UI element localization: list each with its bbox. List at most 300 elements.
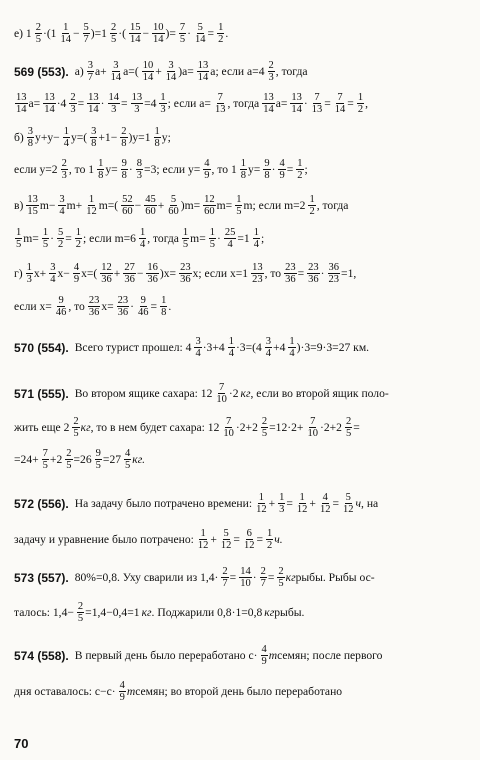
fraction bbox=[262, 92, 275, 115]
fraction-denominator: 36 bbox=[101, 274, 112, 286]
text-run: +4 bbox=[273, 340, 286, 354]
text-run: , тогда bbox=[275, 64, 308, 78]
fraction-denominator: 5 bbox=[125, 460, 131, 472]
fraction-numerator: 13 bbox=[291, 92, 302, 103]
fraction-numerator: 3 bbox=[168, 60, 174, 71]
fraction bbox=[334, 92, 347, 115]
text-run: в) bbox=[14, 198, 24, 212]
text-run: семян; после первого bbox=[277, 648, 383, 662]
text-run: )·3=9·3=27 км. bbox=[296, 340, 370, 354]
fraction-denominator: 7 bbox=[260, 578, 266, 590]
fraction-numerator: 2 bbox=[73, 416, 79, 427]
fraction-denominator: 15 bbox=[27, 206, 38, 218]
fraction-denominator: 3 bbox=[160, 104, 166, 116]
fraction-denominator: 4 bbox=[50, 274, 56, 286]
text-run: , тогда bbox=[147, 231, 179, 245]
fraction-numerator: 7 bbox=[42, 448, 48, 459]
fraction-numerator: 1 bbox=[160, 92, 166, 103]
fraction-numerator: 7 bbox=[314, 92, 320, 103]
text-run: )= bbox=[165, 26, 176, 40]
fraction bbox=[266, 528, 273, 551]
unit-text: кг bbox=[264, 605, 275, 619]
text-run: )a= bbox=[178, 64, 194, 78]
fraction bbox=[342, 492, 355, 515]
fraction bbox=[209, 227, 216, 250]
fraction-numerator: 9 bbox=[264, 158, 270, 169]
fraction bbox=[75, 227, 82, 250]
fraction-numerator: 3 bbox=[113, 60, 119, 71]
fraction-numerator: 9 bbox=[58, 295, 64, 306]
fraction-numerator: 5 bbox=[170, 194, 177, 205]
fraction-numerator: 1 bbox=[200, 528, 206, 539]
fraction-denominator: 5 bbox=[261, 428, 268, 440]
fraction bbox=[123, 262, 136, 285]
fraction-denominator: 10 bbox=[223, 428, 234, 440]
fraction-denominator: 13 bbox=[214, 104, 226, 116]
fraction-numerator: 1 bbox=[297, 158, 303, 169]
fraction bbox=[110, 22, 117, 45]
text-run: если y=2 bbox=[14, 162, 58, 176]
fraction-denominator: 12 bbox=[343, 504, 354, 516]
fraction-denominator: 4 bbox=[289, 348, 295, 360]
fraction bbox=[152, 22, 165, 45]
fraction-denominator: 8 bbox=[264, 170, 270, 182]
fraction-denominator: 13 bbox=[311, 104, 323, 116]
fraction bbox=[49, 262, 56, 285]
text-run: + bbox=[113, 266, 121, 280]
fraction bbox=[307, 262, 320, 285]
fraction bbox=[100, 262, 113, 285]
page-number: 70 bbox=[14, 736, 29, 751]
fraction-denominator: 36 bbox=[308, 274, 319, 286]
solution-line bbox=[14, 492, 466, 515]
fraction-denominator: 9 bbox=[261, 656, 267, 668]
fraction-denominator: 8 bbox=[240, 170, 246, 182]
text-run: = bbox=[353, 420, 360, 434]
fraction-numerator: 4 bbox=[119, 680, 125, 691]
fraction-numerator: 13 bbox=[197, 60, 209, 71]
text-run: a+ bbox=[94, 64, 107, 78]
text-run: , то bbox=[68, 299, 85, 313]
fraction bbox=[179, 262, 192, 285]
fraction-numerator: 1 bbox=[182, 227, 189, 238]
fraction-numerator: 1 bbox=[299, 492, 305, 503]
text-run: ·3+4 bbox=[202, 340, 225, 354]
fraction-numerator: 1 bbox=[289, 336, 295, 347]
fraction-denominator: 60 bbox=[122, 206, 133, 218]
fraction-numerator: 2 bbox=[345, 416, 352, 427]
text-run: ; если m=6 bbox=[82, 231, 136, 245]
fraction bbox=[83, 22, 90, 45]
fraction bbox=[217, 22, 224, 45]
text-run: = bbox=[77, 96, 85, 110]
problem-number: 570 (554). bbox=[14, 340, 69, 355]
text-run: + bbox=[155, 64, 162, 78]
fraction-numerator: 25 bbox=[224, 227, 236, 238]
fraction bbox=[268, 60, 275, 83]
fraction-denominator: 3 bbox=[268, 72, 274, 84]
text-run: = bbox=[233, 532, 240, 546]
solution-line bbox=[14, 336, 466, 359]
fraction bbox=[65, 448, 72, 471]
fraction-numerator: 2 bbox=[35, 22, 41, 33]
fraction-numerator: 3 bbox=[195, 336, 201, 347]
fraction-numerator: 2 bbox=[77, 601, 84, 612]
text-run: +1− bbox=[98, 130, 118, 144]
text-run: , bbox=[365, 96, 368, 110]
text-run: если x= bbox=[14, 299, 52, 313]
fraction-numerator: 23 bbox=[285, 262, 296, 273]
text-run: a= bbox=[28, 96, 41, 110]
fraction-numerator: 1 bbox=[258, 492, 264, 503]
text-run: 80%=0,8. Уху сварили из 1,4· bbox=[74, 570, 219, 584]
fraction-denominator: 8 bbox=[98, 170, 104, 182]
fraction-numerator: 2 bbox=[278, 566, 284, 577]
fraction bbox=[220, 528, 233, 551]
text-run: =24+ bbox=[14, 452, 39, 466]
fraction-denominator: 14 bbox=[142, 72, 154, 84]
text-run: a=( bbox=[123, 64, 139, 78]
fraction bbox=[357, 92, 364, 115]
fraction bbox=[121, 194, 134, 217]
text-run: = bbox=[207, 26, 215, 40]
fraction-numerator: 5 bbox=[57, 227, 64, 238]
fraction-numerator: 1 bbox=[42, 227, 49, 238]
solution-line bbox=[14, 680, 466, 703]
fraction-denominator: 5 bbox=[73, 428, 79, 440]
fraction bbox=[228, 336, 235, 359]
text-run: = bbox=[121, 96, 128, 110]
fraction-denominator: 4 bbox=[253, 239, 259, 251]
text-run: a= bbox=[275, 96, 288, 110]
text-run: · bbox=[187, 26, 192, 40]
fraction-numerator: 7 bbox=[219, 382, 225, 393]
text-run: · bbox=[50, 231, 54, 245]
fraction-numerator: 1 bbox=[139, 227, 146, 238]
text-run: . bbox=[225, 26, 229, 40]
fraction-denominator: 5 bbox=[66, 460, 72, 472]
fraction-numerator: 1 bbox=[209, 227, 215, 238]
fraction-denominator: 5 bbox=[278, 578, 284, 590]
fraction bbox=[203, 194, 216, 217]
solution-line bbox=[14, 227, 466, 250]
problem-number: 569 (553). bbox=[14, 64, 69, 79]
fraction-denominator: 5 bbox=[110, 34, 117, 46]
fraction bbox=[97, 158, 104, 181]
fraction-numerator: 2 bbox=[70, 92, 76, 103]
fraction bbox=[63, 126, 70, 149]
text-run: + bbox=[309, 496, 316, 510]
text-run: · bbox=[128, 162, 133, 176]
fraction-denominator: 36 bbox=[285, 274, 296, 286]
fraction-numerator: 4 bbox=[73, 262, 80, 273]
text-run: . Поджарили 0,8·1=0,8 bbox=[151, 605, 263, 619]
text-run: )m= bbox=[180, 198, 201, 212]
fraction-numerator: 3 bbox=[27, 126, 34, 137]
fraction-denominator: 10 bbox=[307, 428, 318, 440]
fraction bbox=[296, 158, 303, 181]
text-run: В первый день было переработано c· bbox=[74, 648, 258, 662]
fraction-numerator: 12 bbox=[204, 194, 215, 205]
solution-line bbox=[14, 92, 466, 115]
fraction-denominator: 8 bbox=[161, 307, 167, 319]
text-run: =1 bbox=[237, 231, 250, 245]
fraction-denominator: 14 bbox=[60, 34, 71, 46]
fraction-denominator: 4 bbox=[59, 206, 65, 218]
fraction-denominator: 23 bbox=[252, 274, 263, 286]
fraction-denominator: 9 bbox=[73, 274, 80, 286]
text-run: а) bbox=[74, 64, 84, 78]
fraction-numerator: 2 bbox=[261, 416, 268, 427]
fraction-numerator: 5 bbox=[345, 492, 351, 503]
fraction-numerator: 5 bbox=[223, 528, 229, 539]
text-run: = bbox=[150, 299, 158, 313]
text-run: ·2 bbox=[228, 386, 239, 400]
solution-line bbox=[14, 126, 466, 149]
fraction-numerator: 1 bbox=[16, 227, 22, 238]
fraction bbox=[214, 92, 227, 115]
fraction bbox=[288, 336, 295, 359]
fraction-numerator: 10 bbox=[142, 60, 154, 71]
text-run: x= bbox=[101, 299, 114, 313]
solution-line bbox=[14, 382, 466, 405]
text-run: =1, bbox=[341, 266, 357, 280]
fraction bbox=[154, 126, 161, 149]
fraction bbox=[215, 382, 228, 405]
text-run: =4 bbox=[144, 96, 157, 110]
fraction-numerator: 1 bbox=[240, 158, 246, 169]
text-run: ·(1 bbox=[42, 26, 57, 40]
fraction bbox=[265, 336, 272, 359]
text-run: y; bbox=[161, 130, 171, 144]
text-run: = bbox=[256, 532, 263, 546]
fraction bbox=[345, 416, 352, 439]
text-run: m= bbox=[190, 231, 206, 245]
fraction-denominator: 3 bbox=[26, 274, 32, 286]
solution-line bbox=[14, 416, 466, 439]
fraction-denominator: 2 bbox=[218, 34, 224, 46]
text-run: ·2+2 bbox=[235, 420, 258, 434]
fraction bbox=[88, 295, 101, 318]
fraction-denominator: 60 bbox=[168, 206, 179, 218]
fraction bbox=[55, 295, 68, 318]
text-run: рыбы. Рыбы ос- bbox=[295, 570, 375, 584]
fraction-denominator: 14 bbox=[334, 104, 346, 116]
fraction bbox=[260, 566, 267, 589]
fraction bbox=[253, 227, 260, 250]
solution-line bbox=[14, 262, 466, 285]
text-run: m; если m=2 bbox=[243, 198, 306, 212]
fraction bbox=[117, 295, 130, 318]
fraction-denominator: 7 bbox=[87, 72, 93, 84]
text-run: , то 1 bbox=[68, 162, 95, 176]
fraction bbox=[69, 92, 76, 115]
fraction bbox=[197, 60, 210, 83]
fraction-numerator: 1 bbox=[357, 92, 364, 103]
text-run: ; bbox=[260, 231, 265, 245]
text-run: =26 bbox=[73, 452, 92, 466]
fraction bbox=[261, 644, 268, 667]
fraction bbox=[131, 92, 144, 115]
problem-number: 572 (556). bbox=[14, 496, 69, 511]
unit-text: т bbox=[268, 648, 278, 662]
fraction-denominator: 3 bbox=[279, 504, 285, 516]
fraction-denominator: 5 bbox=[179, 34, 186, 46]
text-run: = bbox=[267, 570, 275, 584]
text-run: = bbox=[229, 570, 237, 584]
fraction bbox=[26, 262, 33, 285]
fraction-numerator: 13 bbox=[252, 262, 263, 273]
fraction-denominator: 14 bbox=[44, 104, 55, 116]
fraction-denominator: 12 bbox=[319, 504, 331, 516]
fraction-denominator: 36 bbox=[124, 274, 135, 286]
text-run: Во втором ящике сахара: 12 bbox=[74, 386, 213, 400]
fraction bbox=[251, 262, 264, 285]
fraction-denominator: 7 bbox=[222, 578, 228, 590]
text-run: , тогда bbox=[316, 198, 349, 212]
fraction-denominator: 4 bbox=[227, 239, 233, 251]
text-run: , то bbox=[264, 266, 282, 280]
fraction-numerator: 1 bbox=[98, 158, 104, 169]
fraction-numerator: 13 bbox=[16, 92, 27, 103]
text-run: е) 1 bbox=[14, 26, 32, 40]
fraction-denominator: 60 bbox=[145, 206, 156, 218]
text-run: , тогда bbox=[227, 96, 260, 110]
fraction-denominator: 8 bbox=[121, 138, 127, 150]
text-run: y= bbox=[105, 162, 118, 176]
text-run: =27 bbox=[102, 452, 122, 466]
fraction bbox=[43, 92, 56, 115]
fraction-numerator: 1 bbox=[309, 194, 315, 205]
fraction-numerator: 1 bbox=[75, 227, 81, 238]
fraction-numerator: 1 bbox=[228, 336, 234, 347]
text-run: ; если a= bbox=[167, 96, 211, 110]
fraction-numerator: 1 bbox=[154, 126, 160, 137]
fraction-numerator: 9 bbox=[140, 295, 146, 306]
text-run: г) bbox=[14, 266, 23, 280]
text-run: = bbox=[324, 96, 331, 110]
fraction-numerator: 14 bbox=[240, 566, 251, 577]
fraction bbox=[224, 227, 237, 250]
fraction-numerator: 9 bbox=[121, 158, 127, 169]
fraction bbox=[284, 262, 297, 285]
fraction bbox=[290, 92, 303, 115]
fraction bbox=[306, 416, 319, 439]
fraction bbox=[15, 227, 22, 250]
fraction-denominator: 4 bbox=[228, 348, 234, 360]
fraction-denominator: 2 bbox=[309, 206, 315, 218]
fraction-denominator: 3 bbox=[136, 170, 143, 182]
fraction-denominator: 2 bbox=[357, 104, 364, 116]
fraction-denominator: 5 bbox=[95, 460, 101, 472]
fraction bbox=[261, 416, 268, 439]
fraction bbox=[221, 566, 228, 589]
fraction-numerator: 36 bbox=[328, 262, 340, 273]
text-run: = bbox=[347, 96, 354, 110]
text-run: · bbox=[303, 96, 308, 110]
fraction bbox=[167, 194, 180, 217]
text-run: Всего турист прошел: 4 bbox=[74, 340, 192, 354]
fraction-numerator: 2 bbox=[110, 22, 117, 33]
fraction-denominator: 14 bbox=[153, 34, 164, 46]
fraction bbox=[146, 262, 159, 285]
fraction-numerator: 1 bbox=[161, 295, 167, 306]
text-run: = bbox=[286, 162, 294, 176]
text-run: · bbox=[252, 570, 257, 584]
problem-number: 571 (555). bbox=[14, 386, 69, 401]
fraction-numerator: 1 bbox=[26, 262, 32, 273]
fraction-numerator: 7 bbox=[337, 92, 343, 103]
fraction-numerator: 5 bbox=[83, 22, 89, 33]
fraction bbox=[139, 227, 146, 250]
solution-line bbox=[14, 601, 466, 624]
fraction-numerator: 13 bbox=[263, 92, 274, 103]
fraction-numerator: 13 bbox=[27, 194, 38, 205]
fraction-denominator: 7 bbox=[83, 34, 89, 46]
fraction bbox=[27, 126, 34, 149]
solution-line bbox=[14, 566, 466, 589]
solution-line bbox=[14, 528, 466, 551]
fraction-denominator: 8 bbox=[154, 138, 160, 150]
text-run: − bbox=[72, 26, 80, 40]
fraction-numerator: 15 bbox=[129, 22, 141, 33]
solution-line bbox=[14, 644, 466, 667]
fraction-numerator: 14 bbox=[108, 92, 120, 103]
fraction-denominator: 5 bbox=[345, 428, 352, 440]
fraction-denominator: 5 bbox=[42, 460, 48, 472]
fraction bbox=[137, 295, 150, 318]
text-run: жить еще 2 bbox=[14, 420, 70, 434]
fraction-numerator: 13 bbox=[88, 92, 99, 103]
fraction bbox=[165, 60, 178, 83]
fraction-numerator: 4 bbox=[279, 158, 285, 169]
text-run: · bbox=[130, 299, 135, 313]
fraction bbox=[197, 528, 210, 551]
fraction-numerator: 3 bbox=[91, 126, 97, 137]
fraction-numerator: 1 bbox=[267, 528, 273, 539]
text-run: , если во второй ящик полo- bbox=[250, 386, 389, 400]
fraction bbox=[35, 22, 42, 45]
fraction-denominator: 14 bbox=[129, 34, 141, 46]
fraction-denominator: 3 bbox=[70, 104, 76, 116]
text-run: )x= bbox=[159, 266, 177, 280]
fraction-denominator: 9 bbox=[279, 170, 285, 182]
fraction-denominator: 5 bbox=[16, 239, 22, 251]
solution-line bbox=[14, 158, 466, 181]
fraction bbox=[72, 416, 79, 439]
text-run: , на bbox=[361, 496, 379, 510]
fraction bbox=[144, 194, 157, 217]
fraction-denominator: 10 bbox=[216, 394, 227, 406]
text-run: − bbox=[134, 198, 142, 212]
fraction-denominator: 5 bbox=[42, 239, 49, 251]
fraction-denominator: 4 bbox=[63, 138, 69, 150]
fraction bbox=[120, 126, 127, 149]
fraction bbox=[136, 158, 143, 181]
text-run: ·( bbox=[118, 26, 126, 40]
text-run: + bbox=[268, 496, 276, 510]
fraction bbox=[119, 680, 126, 703]
fraction bbox=[87, 60, 94, 83]
unit-text: кг bbox=[240, 386, 251, 400]
fraction bbox=[235, 194, 242, 217]
fraction-denominator: 2 bbox=[57, 239, 64, 251]
fraction-denominator: 8 bbox=[91, 138, 97, 150]
fraction-numerator: 4 bbox=[204, 158, 210, 169]
text-run: ·2+2 bbox=[319, 420, 342, 434]
text-run: m+ bbox=[66, 198, 83, 212]
fraction bbox=[58, 194, 65, 217]
